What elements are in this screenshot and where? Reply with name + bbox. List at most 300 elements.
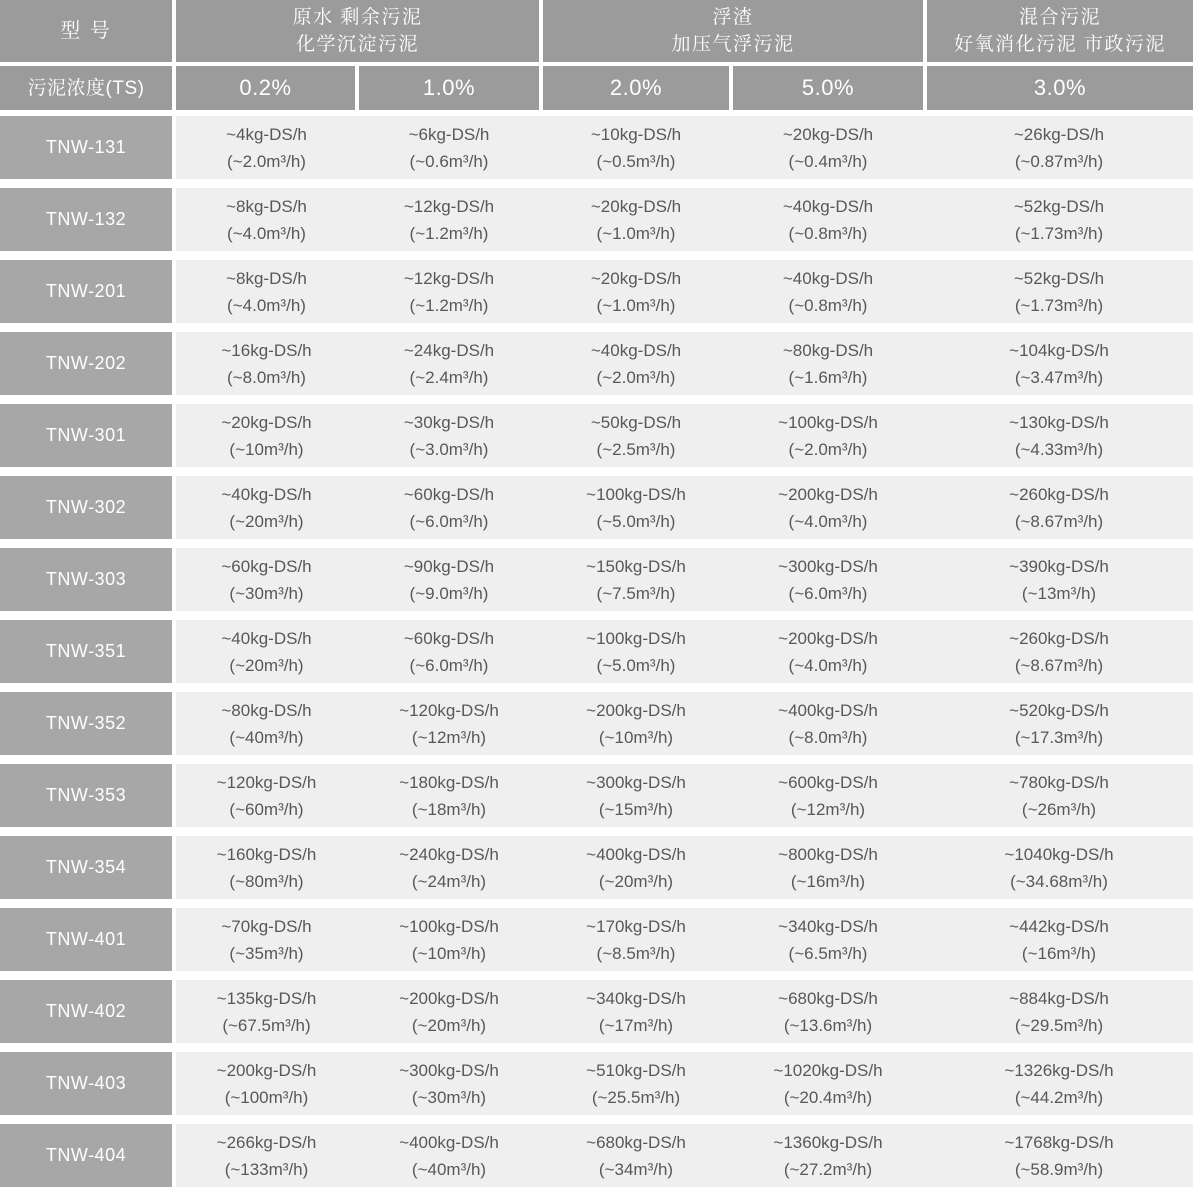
data-cell [731, 764, 925, 827]
capacity-line: ~400kg-DS/h [778, 700, 878, 720]
table-row [0, 836, 1193, 899]
data-cell [541, 836, 731, 899]
capacity-line: ~8kg-DS/h [226, 196, 307, 216]
sludge-group-3-title-line2: 好氧消化污泥 市政污泥 [954, 34, 1166, 55]
data-cell [925, 116, 1193, 179]
flow-line: (~4.0m³/h) [788, 655, 868, 675]
capacity-line: ~104kg-DS/h [1009, 340, 1109, 360]
data-cell [176, 620, 357, 683]
capacity-line: ~12kg-DS/h [403, 268, 495, 288]
data-cell [541, 404, 731, 467]
flow-line: (~3.0m³/h) [409, 439, 489, 459]
flow-line: (~67.5m³/h) [222, 1015, 311, 1035]
capacity-line: ~24kg-DS/h [403, 340, 495, 360]
data-cell [731, 332, 925, 395]
flow-line: (~26m³/h) [1021, 799, 1097, 819]
flow-line: (~1.0m³/h) [596, 223, 676, 243]
model-cell [0, 548, 172, 611]
data-cell [541, 116, 731, 179]
capacity-line: ~680kg-DS/h [778, 988, 878, 1008]
capacity-line: ~1326kg-DS/h [1004, 1060, 1114, 1080]
model-label: TNW-302 [45, 497, 127, 517]
capacity-line: ~135kg-DS/h [216, 988, 317, 1008]
data-cell [731, 116, 925, 179]
data-cell [731, 476, 925, 539]
data-cell [925, 332, 1193, 395]
table-row [0, 116, 1193, 179]
sludge-group-1-title-line2: 化学沉淀污泥 [295, 34, 419, 55]
table-row [0, 908, 1193, 971]
model-cell [0, 836, 172, 899]
model-label: TNW-354 [45, 857, 127, 877]
capacity-line: ~60kg-DS/h [403, 628, 495, 648]
model-label: TNW-303 [45, 569, 127, 589]
flow-line: (~4.0m³/h) [227, 223, 306, 243]
data-cell [176, 332, 357, 395]
capacity-line: ~40kg-DS/h [782, 268, 874, 288]
flow-line: (~18m³/h) [411, 799, 487, 819]
data-cell [176, 908, 357, 971]
row-data-band [176, 548, 1193, 611]
flow-line: (~133m³/h) [224, 1159, 309, 1179]
flow-line: (~29.5m³/h) [1014, 1015, 1104, 1035]
model-cell [0, 764, 172, 827]
data-cell [357, 260, 541, 323]
data-cell [925, 476, 1193, 539]
table-row [0, 692, 1193, 755]
flow-line: (~8.0m³/h) [788, 727, 868, 747]
flow-line: (~6.5m³/h) [788, 943, 868, 963]
capacity-line: ~20kg-DS/h [590, 268, 682, 288]
data-cell [176, 836, 357, 899]
flow-line: (~0.8m³/h) [788, 295, 868, 315]
concentration-cell-3: 2.0% [543, 66, 729, 110]
table-row [0, 260, 1193, 323]
flow-line: (~15m³/h) [598, 799, 674, 819]
concentration-cell-4: 5.0% [733, 66, 923, 110]
flow-line: (~30m³/h) [229, 583, 304, 603]
capacity-line: ~80kg-DS/h [221, 700, 312, 720]
data-cell [541, 548, 731, 611]
model-label: TNW-352 [45, 713, 127, 733]
data-cell [541, 1052, 731, 1115]
flow-line: (~2.0m³/h) [788, 439, 868, 459]
data-cell [176, 692, 357, 755]
capacity-line: ~200kg-DS/h [778, 628, 878, 648]
flow-line: (~1.73m³/h) [1014, 223, 1104, 243]
data-cell [541, 260, 731, 323]
capacity-line: ~600kg-DS/h [778, 772, 878, 792]
capacity-line: ~520kg-DS/h [1009, 700, 1109, 720]
row-data-band [176, 908, 1193, 971]
capacity-line: ~266kg-DS/h [216, 1132, 317, 1152]
data-cell [357, 836, 541, 899]
capacity-line: ~52kg-DS/h [1013, 196, 1105, 216]
data-cell [731, 1124, 925, 1187]
capacity-line: ~1360kg-DS/h [773, 1132, 883, 1152]
data-cell [731, 980, 925, 1043]
ts-header [0, 66, 172, 110]
data-cell [541, 1124, 731, 1187]
capacity-line: ~150kg-DS/h [586, 556, 686, 576]
model-label: TNW-353 [45, 785, 127, 805]
table-row [0, 764, 1193, 827]
data-cell [731, 548, 925, 611]
flow-line: (~35m³/h) [229, 943, 304, 963]
flow-line: (~10m³/h) [598, 727, 674, 747]
capacity-line: ~26kg-DS/h [1013, 124, 1105, 144]
model-column-header-label: 型 号 [60, 19, 112, 42]
concentration-cell-5: 3.0% [927, 66, 1193, 110]
flow-line: (~0.8m³/h) [788, 223, 868, 243]
data-cell [925, 548, 1193, 611]
data-cell [357, 188, 541, 251]
table-row [0, 404, 1193, 467]
capacity-line: ~390kg-DS/h [1009, 556, 1109, 576]
capacity-line: ~12kg-DS/h [403, 196, 495, 216]
data-cell [731, 260, 925, 323]
capacity-line: ~200kg-DS/h [399, 988, 499, 1008]
flow-line: (~10m³/h) [229, 439, 304, 459]
sludge-group-3-title-line1: 混合污泥 [1018, 7, 1101, 28]
capacity-line: ~40kg-DS/h [221, 484, 312, 504]
flow-line: (~20m³/h) [229, 655, 304, 675]
capacity-line: ~400kg-DS/h [586, 844, 686, 864]
capacity-line: ~100kg-DS/h [778, 412, 878, 432]
data-cell [176, 548, 357, 611]
data-cell [731, 404, 925, 467]
flow-line: (~58.9m³/h) [1014, 1159, 1104, 1179]
model-cell [0, 1052, 172, 1115]
table-row [0, 332, 1193, 395]
capacity-line: ~800kg-DS/h [778, 844, 878, 864]
data-cell [541, 476, 731, 539]
flow-line: (~20m³/h) [229, 511, 304, 531]
model-cell [0, 908, 172, 971]
flow-line: (~16m³/h) [1021, 943, 1097, 963]
flow-line: (~8.5m³/h) [596, 943, 676, 963]
sludge-group-2-title-line1: 浮渣 [712, 7, 754, 28]
flow-line: (~1.2m³/h) [409, 295, 489, 315]
capacity-line: ~200kg-DS/h [216, 1060, 317, 1080]
flow-line: (~0.6m³/h) [409, 151, 489, 171]
flow-line: (~1.6m³/h) [788, 367, 868, 387]
concentration-cell-1: 0.2% [176, 66, 355, 110]
capacity-line: ~4kg-DS/h [226, 124, 307, 144]
data-cell [925, 764, 1193, 827]
data-cell [925, 980, 1193, 1043]
data-cell [176, 260, 357, 323]
flow-line: (~8.67m³/h) [1014, 511, 1104, 531]
flow-line: (~13.6m³/h) [783, 1015, 873, 1035]
model-label: TNW-403 [45, 1073, 127, 1093]
model-cell [0, 1124, 172, 1187]
flow-line: (~13m³/h) [1021, 583, 1097, 603]
data-cell [176, 764, 357, 827]
model-label: TNW-201 [45, 281, 127, 301]
data-cell [357, 548, 541, 611]
capacity-line: ~20kg-DS/h [221, 412, 312, 432]
data-cell [357, 116, 541, 179]
sludge-group-header-3 [927, 0, 1193, 62]
capacity-line: ~510kg-DS/h [586, 1060, 686, 1080]
capacity-line: ~20kg-DS/h [782, 124, 874, 144]
capacity-line: ~80kg-DS/h [782, 340, 874, 360]
data-cell [176, 404, 357, 467]
flow-line: (~60m³/h) [229, 799, 304, 819]
data-cell [731, 908, 925, 971]
flow-line: (~4.33m³/h) [1014, 439, 1104, 459]
model-label: TNW-301 [45, 425, 127, 445]
flow-line: (~25.5m³/h) [591, 1087, 681, 1107]
capacity-line: ~340kg-DS/h [778, 916, 878, 936]
capacity-line: ~260kg-DS/h [1009, 484, 1109, 504]
concentration-cell-2: 1.0% [359, 66, 539, 110]
data-cell [357, 980, 541, 1043]
data-cell [357, 404, 541, 467]
row-data-band [176, 980, 1193, 1043]
flow-line: (~2.5m³/h) [596, 439, 676, 459]
table-row [0, 1124, 1193, 1187]
data-cell [731, 188, 925, 251]
data-cell [176, 188, 357, 251]
flow-line: (~7.5m³/h) [596, 583, 676, 603]
data-cell [541, 908, 731, 971]
flow-line: (~8.0m³/h) [227, 367, 306, 387]
capacity-line: ~340kg-DS/h [586, 988, 686, 1008]
data-cell [176, 116, 357, 179]
capacity-line: ~100kg-DS/h [586, 628, 686, 648]
model-label: TNW-132 [45, 209, 127, 229]
flow-line: (~9.0m³/h) [409, 583, 489, 603]
model-cell [0, 980, 172, 1043]
data-cell [357, 764, 541, 827]
capacity-line: ~200kg-DS/h [778, 484, 878, 504]
flow-line: (~12m³/h) [411, 727, 487, 747]
flow-line: (~34.68m³/h) [1010, 871, 1108, 891]
data-cell [731, 692, 925, 755]
model-cell [0, 116, 172, 179]
table-row [0, 476, 1193, 539]
data-cell [731, 620, 925, 683]
data-cell [925, 908, 1193, 971]
model-cell [0, 620, 172, 683]
row-data-band [176, 1052, 1193, 1115]
row-data-band [176, 188, 1193, 251]
flow-line: (~80m³/h) [229, 871, 304, 891]
capacity-line: ~10kg-DS/h [590, 124, 682, 144]
flow-line: (~1.2m³/h) [409, 223, 489, 243]
data-cell [176, 476, 357, 539]
capacity-line: ~120kg-DS/h [216, 772, 317, 792]
row-data-band [176, 1124, 1193, 1187]
data-cell [541, 692, 731, 755]
capacity-line: ~90kg-DS/h [403, 556, 495, 576]
model-cell [0, 692, 172, 755]
model-label: TNW-202 [45, 353, 127, 373]
model-cell [0, 404, 172, 467]
capacity-line: ~300kg-DS/h [399, 1060, 499, 1080]
table-row [0, 1052, 1193, 1115]
model-label: TNW-402 [45, 1001, 127, 1021]
row-data-band [176, 692, 1193, 755]
flow-line: (~6.0m³/h) [409, 655, 489, 675]
model-column-header [0, 0, 172, 62]
flow-line: (~6.0m³/h) [409, 511, 489, 531]
header-groups-row [0, 0, 1193, 62]
capacity-line: ~170kg-DS/h [586, 916, 686, 936]
table-row [0, 188, 1193, 251]
table-body [0, 116, 1193, 1187]
flow-line: (~0.87m³/h) [1014, 151, 1104, 171]
capacity-line: ~40kg-DS/h [590, 340, 682, 360]
flow-line: (~100m³/h) [224, 1087, 309, 1107]
flow-line: (~17.3m³/h) [1014, 727, 1104, 747]
data-cell [357, 1124, 541, 1187]
flow-line: (~20.4m³/h) [783, 1087, 873, 1107]
capacity-line: ~680kg-DS/h [586, 1132, 686, 1152]
model-label: TNW-404 [45, 1145, 127, 1165]
table-row [0, 980, 1193, 1043]
capacity-line: ~40kg-DS/h [782, 196, 874, 216]
model-cell [0, 260, 172, 323]
flow-line: (~17m³/h) [598, 1015, 674, 1035]
capacity-line: ~180kg-DS/h [399, 772, 499, 792]
data-cell [541, 188, 731, 251]
flow-line: (~20m³/h) [598, 871, 674, 891]
capacity-line: ~60kg-DS/h [221, 556, 312, 576]
flow-line: (~34m³/h) [598, 1159, 674, 1179]
concentration-row [0, 66, 1193, 110]
data-cell [357, 476, 541, 539]
ts-header-label: 污泥浓度(TS) [27, 77, 145, 99]
flow-line: (~24m³/h) [411, 871, 487, 891]
capacity-line: ~300kg-DS/h [586, 772, 686, 792]
capacity-line: ~6kg-DS/h [408, 124, 490, 144]
data-cell [176, 1124, 357, 1187]
data-cell [925, 1124, 1193, 1187]
flow-line: (~0.4m³/h) [788, 151, 868, 171]
flow-line: (~12m³/h) [790, 799, 866, 819]
capacity-line: ~8kg-DS/h [226, 268, 307, 288]
flow-line: (~0.5m³/h) [596, 151, 676, 171]
flow-line: (~40m³/h) [229, 727, 304, 747]
data-cell [357, 332, 541, 395]
sludge-group-2-title-line2: 加压气浮污泥 [671, 34, 795, 55]
capacity-line: ~120kg-DS/h [399, 700, 499, 720]
model-label: TNW-401 [45, 929, 127, 949]
capacity-line: ~52kg-DS/h [1013, 268, 1105, 288]
capacity-line: ~20kg-DS/h [590, 196, 682, 216]
flow-line: (~44.2m³/h) [1014, 1087, 1104, 1107]
data-cell [541, 764, 731, 827]
capacity-line: ~884kg-DS/h [1009, 988, 1109, 1008]
data-cell [731, 1052, 925, 1115]
capacity-line: ~160kg-DS/h [216, 844, 317, 864]
flow-line: (~20m³/h) [411, 1015, 487, 1035]
capacity-line: ~60kg-DS/h [403, 484, 495, 504]
capacity-line: ~16kg-DS/h [221, 340, 312, 360]
data-cell [357, 908, 541, 971]
flow-line: (~1.0m³/h) [596, 295, 676, 315]
flow-line: (~1.73m³/h) [1014, 295, 1104, 315]
data-cell [925, 188, 1193, 251]
capacity-line: ~30kg-DS/h [403, 412, 495, 432]
flow-line: (~2.0m³/h) [596, 367, 676, 387]
flow-line: (~5.0m³/h) [596, 511, 676, 531]
capacity-line: ~260kg-DS/h [1009, 628, 1109, 648]
data-cell [176, 1052, 357, 1115]
capacity-line: ~1020kg-DS/h [773, 1060, 883, 1080]
data-cell [925, 692, 1193, 755]
flow-line: (~3.47m³/h) [1014, 367, 1104, 387]
flow-line: (~40m³/h) [411, 1159, 487, 1179]
capacity-line: ~780kg-DS/h [1009, 772, 1109, 792]
row-data-band [176, 836, 1193, 899]
table-row [0, 548, 1193, 611]
data-cell [541, 980, 731, 1043]
row-data-band [176, 404, 1193, 467]
capacity-line: ~240kg-DS/h [399, 844, 499, 864]
flow-line: (~4.0m³/h) [788, 511, 868, 531]
row-data-band [176, 476, 1193, 539]
data-cell [925, 620, 1193, 683]
row-data-band [176, 260, 1193, 323]
capacity-line: ~442kg-DS/h [1009, 916, 1109, 936]
row-data-band [176, 116, 1193, 179]
sludge-group-header-1 [176, 0, 539, 62]
flow-line: (~5.0m³/h) [596, 655, 676, 675]
data-cell [357, 692, 541, 755]
sludge-group-header-2 [543, 0, 923, 62]
data-cell [731, 836, 925, 899]
capacity-line: ~70kg-DS/h [221, 916, 312, 936]
data-cell [925, 836, 1193, 899]
table-row [0, 620, 1193, 683]
data-cell [176, 980, 357, 1043]
flow-line: (~6.0m³/h) [788, 583, 868, 603]
flow-line: (~16m³/h) [790, 871, 866, 891]
data-cell [925, 260, 1193, 323]
capacity-line: ~200kg-DS/h [586, 700, 686, 720]
row-data-band [176, 620, 1193, 683]
data-cell [925, 404, 1193, 467]
capacity-line: ~300kg-DS/h [778, 556, 878, 576]
flow-line: (~4.0m³/h) [227, 295, 306, 315]
data-cell [541, 332, 731, 395]
data-cell [357, 1052, 541, 1115]
row-data-band [176, 332, 1193, 395]
capacity-line: ~50kg-DS/h [590, 412, 682, 432]
flow-line: (~27.2m³/h) [783, 1159, 873, 1179]
capacity-line: ~40kg-DS/h [221, 628, 312, 648]
capacity-line: ~1040kg-DS/h [1004, 844, 1114, 864]
flow-line: (~10m³/h) [411, 943, 487, 963]
model-cell [0, 332, 172, 395]
model-cell [0, 188, 172, 251]
model-cell [0, 476, 172, 539]
model-label: TNW-351 [45, 641, 127, 661]
sludge-group-1-title-line1: 原水 剩余污泥 [292, 7, 423, 28]
capacity-line: ~100kg-DS/h [586, 484, 686, 504]
capacity-line: ~130kg-DS/h [1009, 412, 1109, 432]
flow-line: (~8.67m³/h) [1014, 655, 1104, 675]
data-cell [357, 620, 541, 683]
capacity-line: ~1768kg-DS/h [1004, 1132, 1114, 1152]
data-cell [925, 1052, 1193, 1115]
capacity-line: ~100kg-DS/h [399, 916, 499, 936]
row-data-band [176, 764, 1193, 827]
